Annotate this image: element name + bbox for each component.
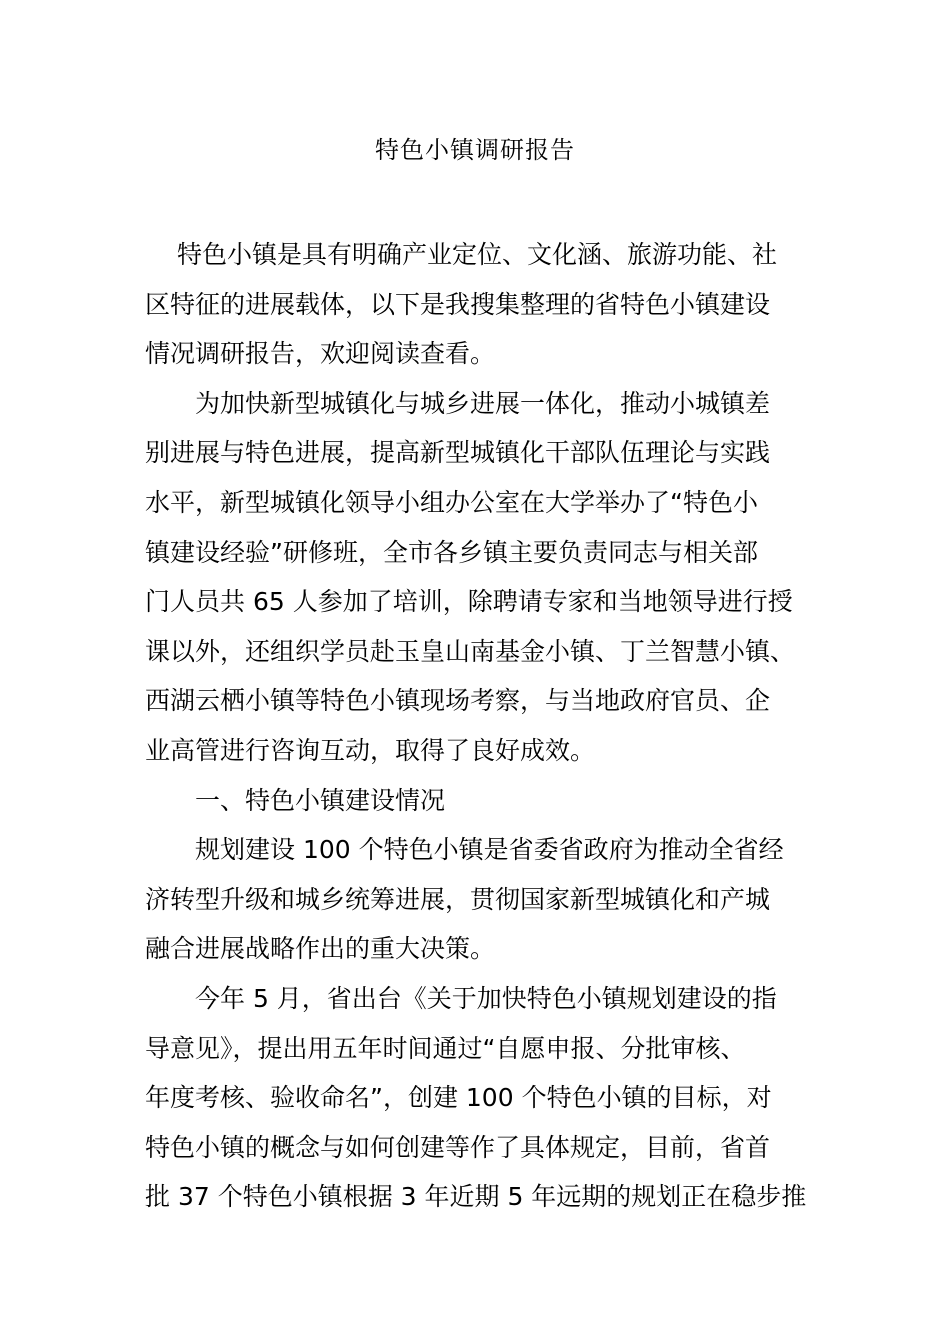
text-line: 为加快新型城镇化与城乡进展一体化，推动小城镇差 [195,388,771,418]
text-line: 区特征的进展载体，以下是我搜集整理的省特色小镇建设 [145,289,771,319]
text-line: 西湖云栖小镇等特色小镇现场考察，与当地政府官员、企 [145,686,771,716]
text-line: 批 37 个特色小镇根据 3 年近期 5 年远期的规划正在稳步推 [145,1182,807,1212]
text-line: 年度考核、验收命名”，创建 100 个特色小镇的目标，对 [145,1083,772,1113]
text-line: 融合进展战略作出的重大决策。 [145,934,496,964]
text-line: 别进展与特色进展，提高新型城镇化干部队伍理论与实践 [145,438,771,468]
text-line: 镇建设经验”研修班，全市各乡镇主要负责同志与相关部 [145,537,758,567]
text-line: 规划建设 100 个特色小镇是省委省政府为推动全省经 [195,835,784,865]
text-line: 情况调研报告，欢迎阅读查看。 [145,339,496,369]
text-line: 导意见》，提出用五年时间通过“自愿申报、分批审核、 [145,1033,746,1063]
text-line: 济转型升级和城乡统筹进展，贯彻国家新型城镇化和产城 [145,884,771,914]
section-heading: 一、特色小镇建设情况 [195,785,446,815]
document-title: 特色小镇调研报告 [375,136,575,164]
text-line: 水平，新型城镇化领导小组办公室在大学举办了“特色小 [145,487,758,517]
text-line: 业高管进行咨询互动，取得了良好成效。 [145,735,596,765]
text-line: 门人员共 65 人参加了培训，除聘请专家和当地领导进行授 [145,587,793,617]
text-line: 今年 5 月，省出台《关于加快特色小镇规划建设的指 [195,983,777,1013]
text-line: 课以外，还组织学员赴玉皇山南基金小镇、丁兰智慧小镇、 [145,636,796,666]
document-body [145,230,805,1222]
text-line: 特色小镇是具有明确产业定位、文化涵、旅游功能、社 [177,240,778,269]
text-line: 特色小镇的概念与如何创建等作了具体规定，目前，省首 [145,1132,771,1162]
